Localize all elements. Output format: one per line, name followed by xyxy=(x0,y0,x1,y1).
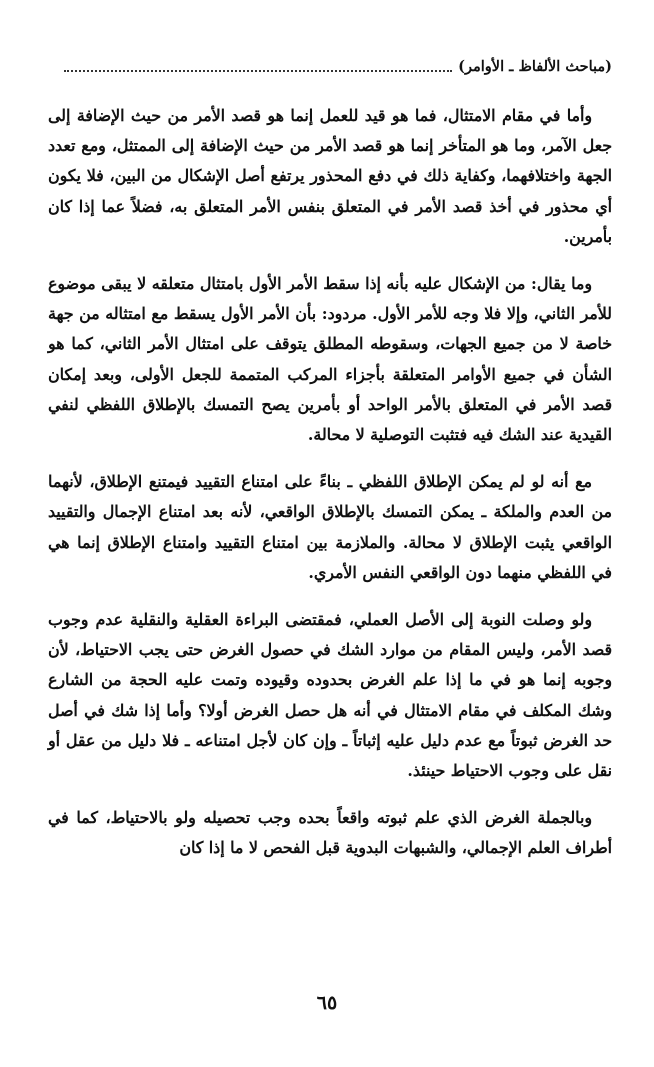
paragraph-4: ولو وصلت النوبة إلى الأصل العملي، فمقتضى البراءة العقلية والنقلية عدم وجوب قصد الأمر، وليس المقام من موارد الشك في حصول الغرض حتى يجب الاحتياط، لأن وجوبه إنما هو في ما إذا علم الغرض بحدوده وقيوده وتمت عليه الحجة من الشارع وشك المكلف في مقام الامتثال في أنه هل حصل الغرض أولا؟ وأما إذا شك في أصل حد الغرض ثبوتاً مع عدم دليل عليه إثباتاً ـ وإن كان لأجل امتناعه ـ فلا دليل من عقل أو نقل على وجوب الاحتياط حينئذ. xyxy=(48,610,612,781)
paragraph-2: وما يقال: من الإشكال عليه بأنه إذا سقط الأمر الأول بامتثال متعلقه لا يبقى موضوع للأمر الثاني، وإلا فلا وجه للأمر الأول. مردود: بأن الأمر الأول يسقط مع امتثاله من جهة خاصة لا من جميع الجهات، وسقوطه المطلق يتوقف على امتثال الأمر الثاني، كما هو الشأن في جميع الأوامر المتعلقة بأجزاء المركب المتممة للجعل الأولى، وبعد إمكان قصد الأمر في المتعلق بالأمر الواحد أو بأمرين يصح التمسك بالإطلاق اللفظي لنفي القيدية عند الشك فيه فتثبت التوصلية لا محالة. xyxy=(48,274,612,445)
paragraph-1: وأما في مقام الامتثال، فما هو قيد للعمل إنما هو قصد الأمر من حيث الإضافة إلى جعل الآمر، وما هو المتأخر إنما هو قصد الأمر من حيث الإضافة إلى الممتثل، ومع تعدد الجهة واختلافهما، وكفاية ذلك في دفع المحذور يرتفع أصل الإشكال من البين، فلا يكون أي محذور في أخذ قصد الأمر في المتعلق بنفس الأمر المتعلق به، فضلاً عما إذا كان بأمرين. xyxy=(48,106,612,246)
paragraph-3: مع أنه لو لم يمكن الإطلاق اللفظي ـ بناءً على امتناع التقييد فيمتنع الإطلاق، لأنهما من العدم والملكة ـ يمكن التمسك بالإطلاق الواقعي، لأنه بعد امتناع الإجمال والتقييد الواقعي يثبت الإطلاق لا محالة. والملازمة بين امتناع التقييد وامتناع الإطلاق إنما هي في اللفظي منهما دون الواقعي النفس الأمري. xyxy=(48,472,612,582)
body-text xyxy=(48,101,612,881)
paragraph-5: وبالجملة الغرض الذي علم ثبوته واقعاً بحده وجب تحصيله ولو بالاحتياط، كما في أطراف العلم الإجمالي، والشبهات البدوية قبل الفحص لا ما إذا كان xyxy=(48,808,612,858)
running-header xyxy=(64,58,612,76)
page-number: ٦٥ xyxy=(316,992,338,1014)
dotted-leader xyxy=(64,70,452,72)
running-title: (مباحث الألفاظ ـ الأوامر) xyxy=(458,58,612,75)
